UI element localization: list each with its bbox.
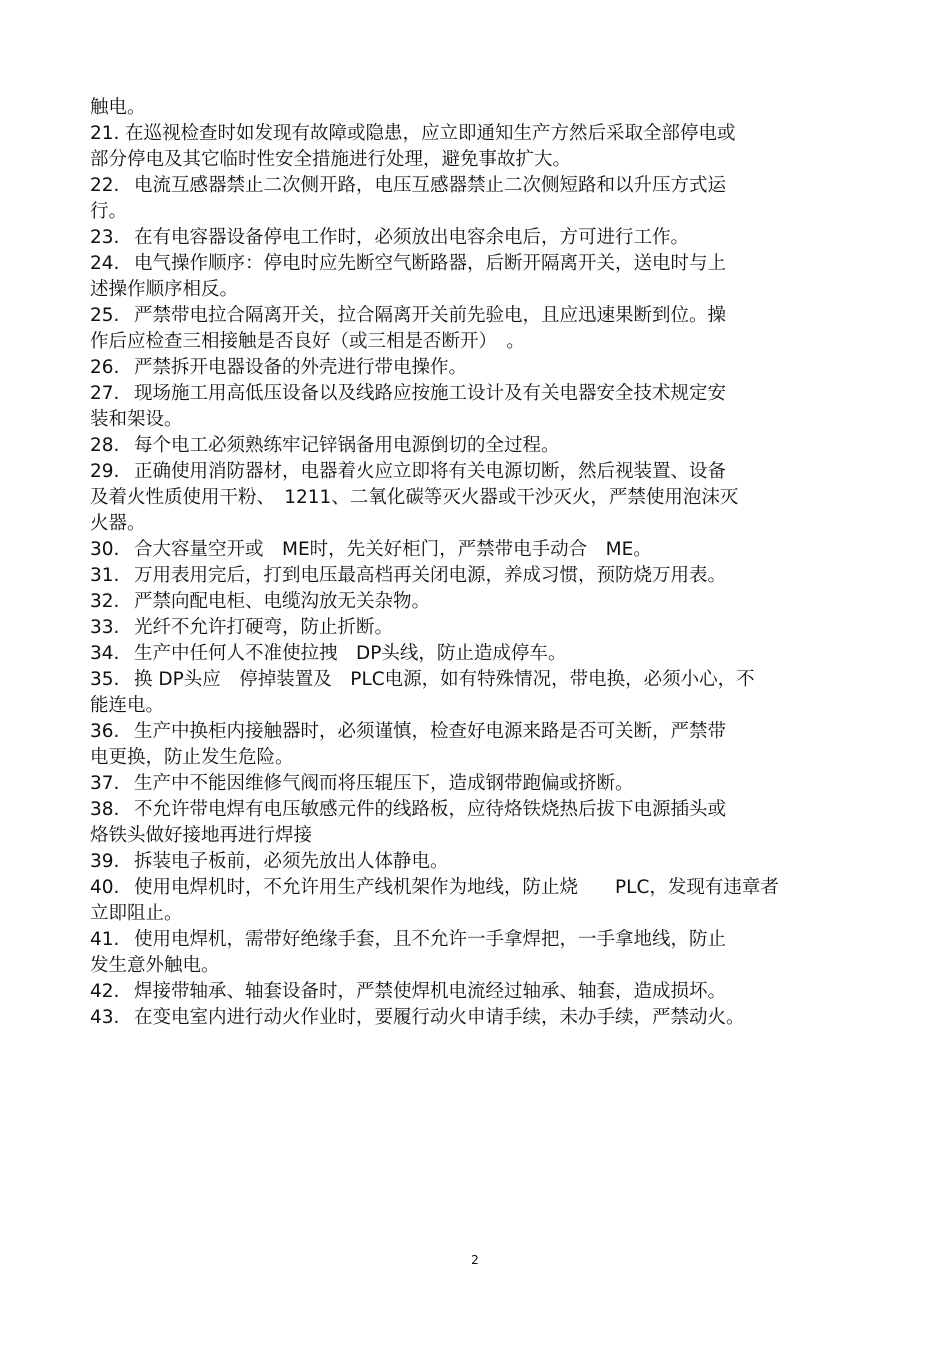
list-item-first-line — [90, 433, 865, 459]
list-item-first-line — [90, 641, 865, 667]
item-text: 在有电容器设备停电工作时，必须放出电容余电后，方可进行工作。 — [134, 227, 690, 248]
item-text: 烙铁头做好接地再进行焊接 — [90, 825, 313, 846]
list-item — [90, 563, 865, 589]
item-text: 行。 — [90, 201, 128, 222]
list-item-first-line — [90, 589, 865, 615]
item-text: 火器。 — [90, 513, 146, 534]
item-text: 能连电。 — [90, 695, 165, 716]
item-number: 41. — [90, 929, 120, 950]
item-text: 正确使用消防器材，电器着火应立即将有关电源切断，然后视装置、设备 — [134, 461, 727, 482]
item-text: 立即阻止。 — [90, 903, 183, 924]
list-item — [90, 1005, 865, 1031]
item-text: 严禁向配电柜、电缆沟放无关杂物。 — [134, 591, 431, 612]
list-item-first-line — [90, 563, 865, 589]
list-item — [90, 771, 865, 797]
item-number: 26. — [90, 357, 120, 378]
list-item-continuation-line — [90, 953, 865, 979]
list-item — [90, 641, 865, 667]
list-item-first-line — [90, 797, 865, 823]
list-item — [90, 225, 865, 251]
list-item — [90, 667, 865, 719]
rules-list — [90, 121, 865, 1031]
list-item-first-line — [90, 771, 865, 797]
continued-fragment: 触电。 — [90, 97, 146, 118]
list-item-first-line — [90, 615, 865, 641]
list-item — [90, 303, 865, 355]
list-item-continuation-line — [90, 485, 865, 511]
list-item-continuation-line — [90, 511, 865, 537]
item-text: 使用电焊机，需带好绝缘手套，且不允许一手拿焊把，一手拿地线，防止 — [134, 929, 727, 950]
list-item — [90, 615, 865, 641]
item-text: 焊接带轴承、轴套设备时，严禁使焊机电流经过轴承、轴套，造成损坏。 — [134, 981, 727, 1002]
list-item-first-line — [90, 537, 865, 563]
item-number: 38. — [90, 799, 120, 820]
item-text: 拆装电子板前，必须先放出人体静电。 — [134, 851, 449, 872]
item-number: 24. — [90, 253, 120, 274]
list-item — [90, 251, 865, 303]
item-text: 严禁带电拉合隔离开关，拉合隔离开关前先验电，且应迅速果断到位。操 — [134, 305, 727, 326]
item-text: 合大容量空开或 ME时，先关好柜门，严禁带电手动合 ME。 — [134, 539, 652, 560]
item-number: 30. — [90, 539, 120, 560]
list-item-first-line — [90, 979, 865, 1005]
list-item — [90, 355, 865, 381]
list-item-first-line — [90, 303, 865, 329]
list-item — [90, 433, 865, 459]
item-text: 生产中任何人不准使拉拽 DP头线，防止造成停车。 — [134, 643, 567, 664]
list-item — [90, 875, 865, 927]
item-number: 25. — [90, 305, 120, 326]
item-text: 现场施工用高低压设备以及线路应按施工设计及有关电器安全技术规定安 — [134, 383, 727, 404]
item-number: 23. — [90, 227, 120, 248]
list-item-continuation-line — [90, 823, 865, 849]
item-number: 43. — [90, 1007, 120, 1028]
list-item — [90, 537, 865, 563]
item-number: 37. — [90, 773, 120, 794]
list-item-first-line — [90, 927, 865, 953]
item-text: 严禁拆开电器设备的外壳进行带电操作。 — [134, 357, 468, 378]
list-item-first-line — [90, 875, 865, 901]
item-text: 电更换，防止发生危险。 — [90, 747, 294, 768]
item-text: 光纤不允许打硬弯，防止折断。 — [134, 617, 394, 638]
item-text: 万用表用完后，打到电压最高档再关闭电源，养成习惯，预防烧万用表。 — [134, 565, 727, 586]
list-item — [90, 459, 865, 537]
list-item-continuation-line — [90, 901, 865, 927]
item-number: 33. — [90, 617, 120, 638]
item-text: 不允许带电焊有电压敏感元件的线路板，应待烙铁烧热后拔下电源插头或 — [134, 799, 727, 820]
list-item-continuation-line — [90, 693, 865, 719]
list-item-continuation-line — [90, 277, 865, 303]
item-number: 40. — [90, 877, 120, 898]
item-text: 装和架设。 — [90, 409, 183, 430]
item-text: 在巡视检查时如发现有故障或隐患，应立即通知生产方然后采取全部停电或 — [125, 123, 736, 144]
list-item — [90, 849, 865, 875]
list-item-first-line — [90, 719, 865, 745]
list-item — [90, 719, 865, 771]
item-number: 32. — [90, 591, 120, 612]
item-number: 29. — [90, 461, 120, 482]
list-item — [90, 173, 865, 225]
item-number: 39. — [90, 851, 120, 872]
item-number: 42. — [90, 981, 120, 1002]
list-item-first-line — [90, 381, 865, 407]
list-item-first-line — [90, 355, 865, 381]
item-text: 电流互感器禁止二次侧开路，电压互感器禁止二次侧短路和以升压方式运 — [134, 175, 727, 196]
list-item-first-line — [90, 121, 865, 147]
item-number: 22. — [90, 175, 120, 196]
item-text: 生产中换柜内接触器时，必须谨慎，检查好电源来路是否可关断，严禁带 — [134, 721, 727, 742]
item-text: 使用电焊机时，不允许用生产线机架作为地线，防止烧 PLC，发现有违章者 — [134, 877, 779, 898]
item-text: 述操作顺序相反。 — [90, 279, 239, 300]
list-item-continuation-line — [90, 407, 865, 433]
list-item-continuation-line — [90, 147, 865, 173]
item-text: 生产中不能因维修气阀而将压辊压下，造成钢带跑偏或挤断。 — [134, 773, 634, 794]
page-number: 2 — [471, 1253, 479, 1267]
list-item — [90, 589, 865, 615]
item-text: 每个电工必须熟练牢记锌锅备用电源倒切的全过程。 — [134, 435, 560, 456]
item-text: 及着火性质使用干粉、 1211、二氧化碳等灭火器或干沙灭火，严禁使用泡沫灭 — [90, 487, 739, 508]
list-item — [90, 927, 865, 979]
list-item-first-line — [90, 849, 865, 875]
page-body — [90, 95, 865, 1031]
list-item-first-line — [90, 251, 865, 277]
item-text: 在变电室内进行动火作业时，要履行动火申请手续，未办手续，严禁动火。 — [134, 1007, 745, 1028]
item-number: 35. — [90, 669, 120, 690]
list-item-first-line — [90, 173, 865, 199]
list-item-first-line — [90, 667, 865, 693]
item-number: 28. — [90, 435, 120, 456]
item-number: 21. — [90, 123, 120, 144]
list-item — [90, 979, 865, 1005]
item-text: 发生意外触电。 — [90, 955, 220, 976]
list-item — [90, 797, 865, 849]
list-item-continuation-line — [90, 329, 865, 355]
item-number: 31. — [90, 565, 120, 586]
list-item-continuation-line — [90, 745, 865, 771]
item-number: 34. — [90, 643, 120, 664]
list-item-continuation-line — [90, 199, 865, 225]
list-item-first-line — [90, 1005, 865, 1031]
list-item — [90, 121, 865, 173]
item-text: 换 DP头应 停掉装置及 PLC电源，如有特殊情况，带电换，必须小心，不 — [134, 669, 755, 690]
item-text: 部分停电及其它临时性安全措施进行处理，避免事故扩大。 — [90, 149, 572, 170]
item-text: 电气操作顺序：停电时应先断空气断路器，后断开隔离开关，送电时与上 — [134, 253, 727, 274]
item-number: 36. — [90, 721, 120, 742]
item-number: 27. — [90, 383, 120, 404]
item-text: 作后应检查三相接触是否良好（或三相是否断开） 。 — [90, 331, 525, 352]
list-item-first-line — [90, 459, 865, 485]
list-item-first-line — [90, 225, 865, 251]
list-item — [90, 381, 865, 433]
